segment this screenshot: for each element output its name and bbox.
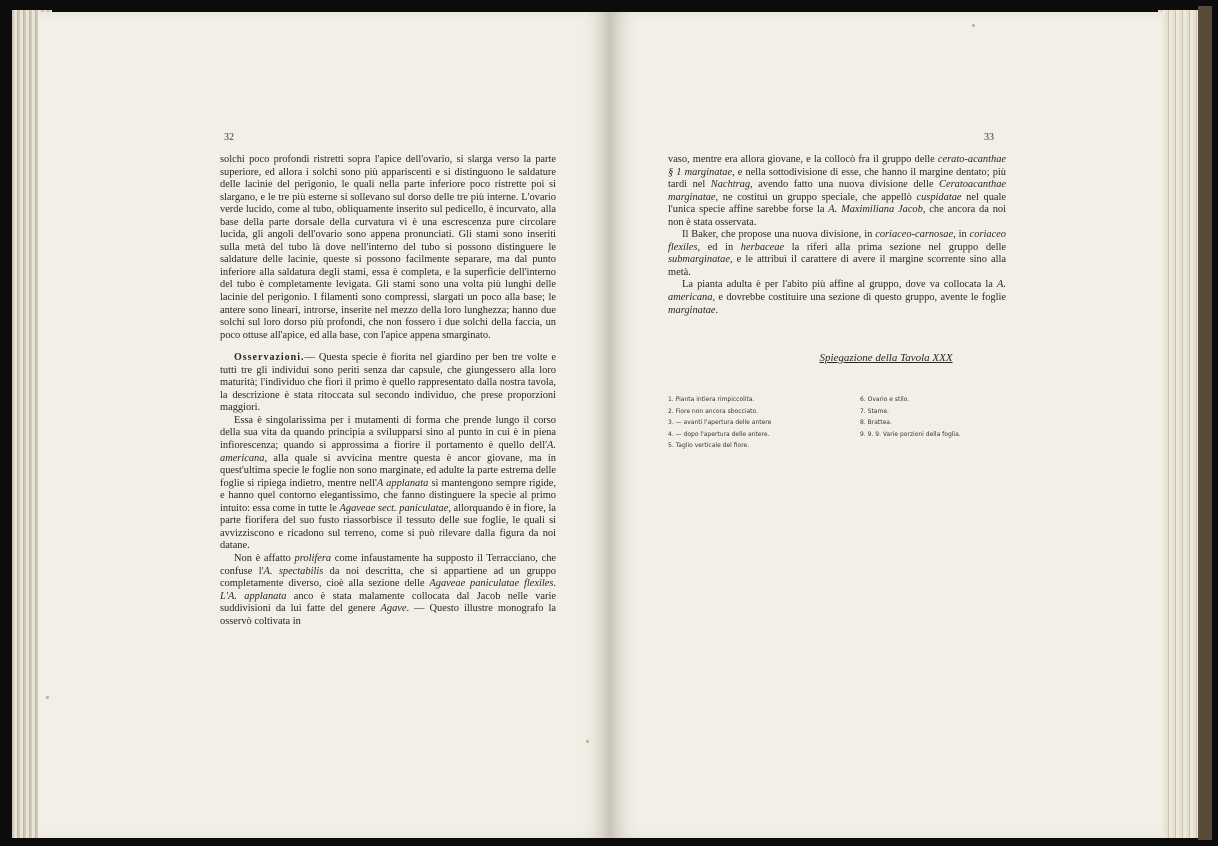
legend-left-column bbox=[668, 394, 771, 452]
legend-item: 8. Brattea. bbox=[860, 419, 892, 426]
paragraph: solchi poco profondi ristretti sopra l'apice dell'ovario, si slarga verso la parte superiore, ed allora i solchi sono più appariscenti e si distinguono le saldature delle lacinie del perigonio, le quali nella parte inferiore poco ristrette poi si slargano, e le tre più esterne si sollevano sul dorso delle tre più interne. L'ovario verde lucido, come al tubo, obliquamente inserito sul pedicello, è incurvato, alla base della parte dorsale della curvatura vi è una escrescenza pure circolare lucida, gli angoli dell'ovario sono appena pronunciati. Gli stami sono inseriti sulla metà del tubo là dove nell'interno del tubo si possono distinguere le saldature delle lacinie, queste si possono facilmente separare, ma dal punto inferiore alla saldatura degli stami, essa è completa, e la superficie dell'interno del tubo è completamente levigata. Gli stami sono una volta più lunghi delle lacinie del perigonio. I filamenti sono compressi, slargati un poco alla base; le antere sono lineari, introrse, inserite nel mezzo della loro lunghezza; hanno due solchi sul loro dorso più profondi, che non fossero i due solchi della faccia, un poco ottuse all'apice, ed alla base, con l'apice appena smarginato. bbox=[220, 154, 556, 341]
legend-item: 5. Taglio verticale del fiore. bbox=[668, 442, 750, 449]
legend-item: 4. — dopo l'apertura delle antere. bbox=[668, 430, 770, 438]
plate-caption: Spiegazione della Tavola XXX bbox=[819, 352, 953, 364]
paragraph: La pianta adulta è per l'abito più affine al gruppo, dove va collocata la A. americana, e dovrebbe costituire una sezione di questo gruppo, avente le foglie marginatae. bbox=[668, 279, 1006, 316]
paragraph: vaso, mentre era allora giovane, e la collocò fra il gruppo delle cerato-acanthae § 1 marginatae, e nella sottodivisione di esse, che hanno il margine dentato; più tardi nel Nachtrag, avendo fatto una nuova divisione delle Ceratoacanthae marginatae, ne costituì un gruppo speciale, che appellò cuspidatae nel quale l'unica specie affine sarebbe forse la A. Maximiliana Jacob, che ancora da noi non è stata osservata. bbox=[668, 154, 1006, 228]
observations-heading: Osservazioni. bbox=[234, 352, 305, 364]
legend-item: 6. Ovario e stilo. bbox=[860, 396, 910, 403]
paragraph-observations: Osservazioni.— Questa specie è fiorita nel giardino per ben tre volte e tutti tre gli individui sono periti senza dar capsule, che giungessero alla loro maturità; l'individuo che fiorì il primo è quello rappresentato dalla nostra tavola, la descrizione è stata ritoccata sul secondo individuo, che prese proporzioni maggiori. bbox=[220, 352, 556, 414]
legend-item: 7. Stame. bbox=[860, 407, 889, 415]
legend-item: 9. 9. 9. Varie porzioni della foglia. bbox=[860, 430, 961, 438]
page-speck bbox=[972, 24, 975, 27]
right-page bbox=[610, 12, 1162, 838]
paragraph: Essa è singolarissima per i mutamenti di forma che prende lungo il corso della sua vita da quando principia a svilupparsi sino al punto in cui è in piena infiorescenza; quando si approssima a fiorire il portamento è quello dell'A. americana, alla quale si avvicina mentre questa è ancor giovane, ma in quest'ultima specie le foglie non sono marginate, ed adulte la parte estrema delle foglie si ripiega indietro, mentre nell'A applanata si mantengono sempre rigide, e hanno quel contorno elegantissimo, che fanno distinguere la specie al primo intuito: essa come in tutte le Agaveae sect. paniculatae, allorquando è in fiore, la parte fiorifera del suo fusto riassorbisce il tessuto delle sue foglie, le quali si avvizziscono e ricadono sul terreno, come si può rilevare dalla figura da noi datane. bbox=[220, 414, 556, 552]
book-binding bbox=[1198, 6, 1212, 840]
legend-item: 1. Pianta intiera rimpiccolita. bbox=[668, 396, 755, 403]
paragraph: Il Baker, che propose una nuova divisione, in coriaceo-carnosae, in coriaceo flexiles, ed in herbaceae la riferì alla prima sezione nel gruppo delle submarginatae, e le attribuì il carattere di avere il margine scorrente sino alla metà. bbox=[668, 229, 1007, 278]
legend-item: 2. Fiore non ancora sbocciato. bbox=[668, 407, 758, 415]
page-number-right: 33 bbox=[984, 132, 994, 143]
legend-right-column bbox=[860, 394, 961, 440]
left-page-text bbox=[220, 154, 556, 628]
right-page-text bbox=[668, 154, 1006, 317]
page-number-left: 32 bbox=[224, 132, 234, 143]
legend-item: 3. — avanti l'apertura delle antere bbox=[668, 419, 772, 426]
page-speck bbox=[586, 740, 589, 743]
page-speck bbox=[46, 696, 49, 699]
left-page bbox=[38, 12, 610, 838]
paragraph: Non è affatto prolifera come infaustamente ha supposto il Terracciano, che confuse l'A. spectabilis da noi descritta, che si appartiene ad un gruppo completamente diverso, cioè alla sezione delle Agaveae paniculatae flexiles. L'A. applanata anco è stata malamente collocata dal Jacob nelle varie suddivisioni da lui fatte del genere Agave. — Questo illustre monografo la osservò coltivata in bbox=[220, 552, 556, 627]
